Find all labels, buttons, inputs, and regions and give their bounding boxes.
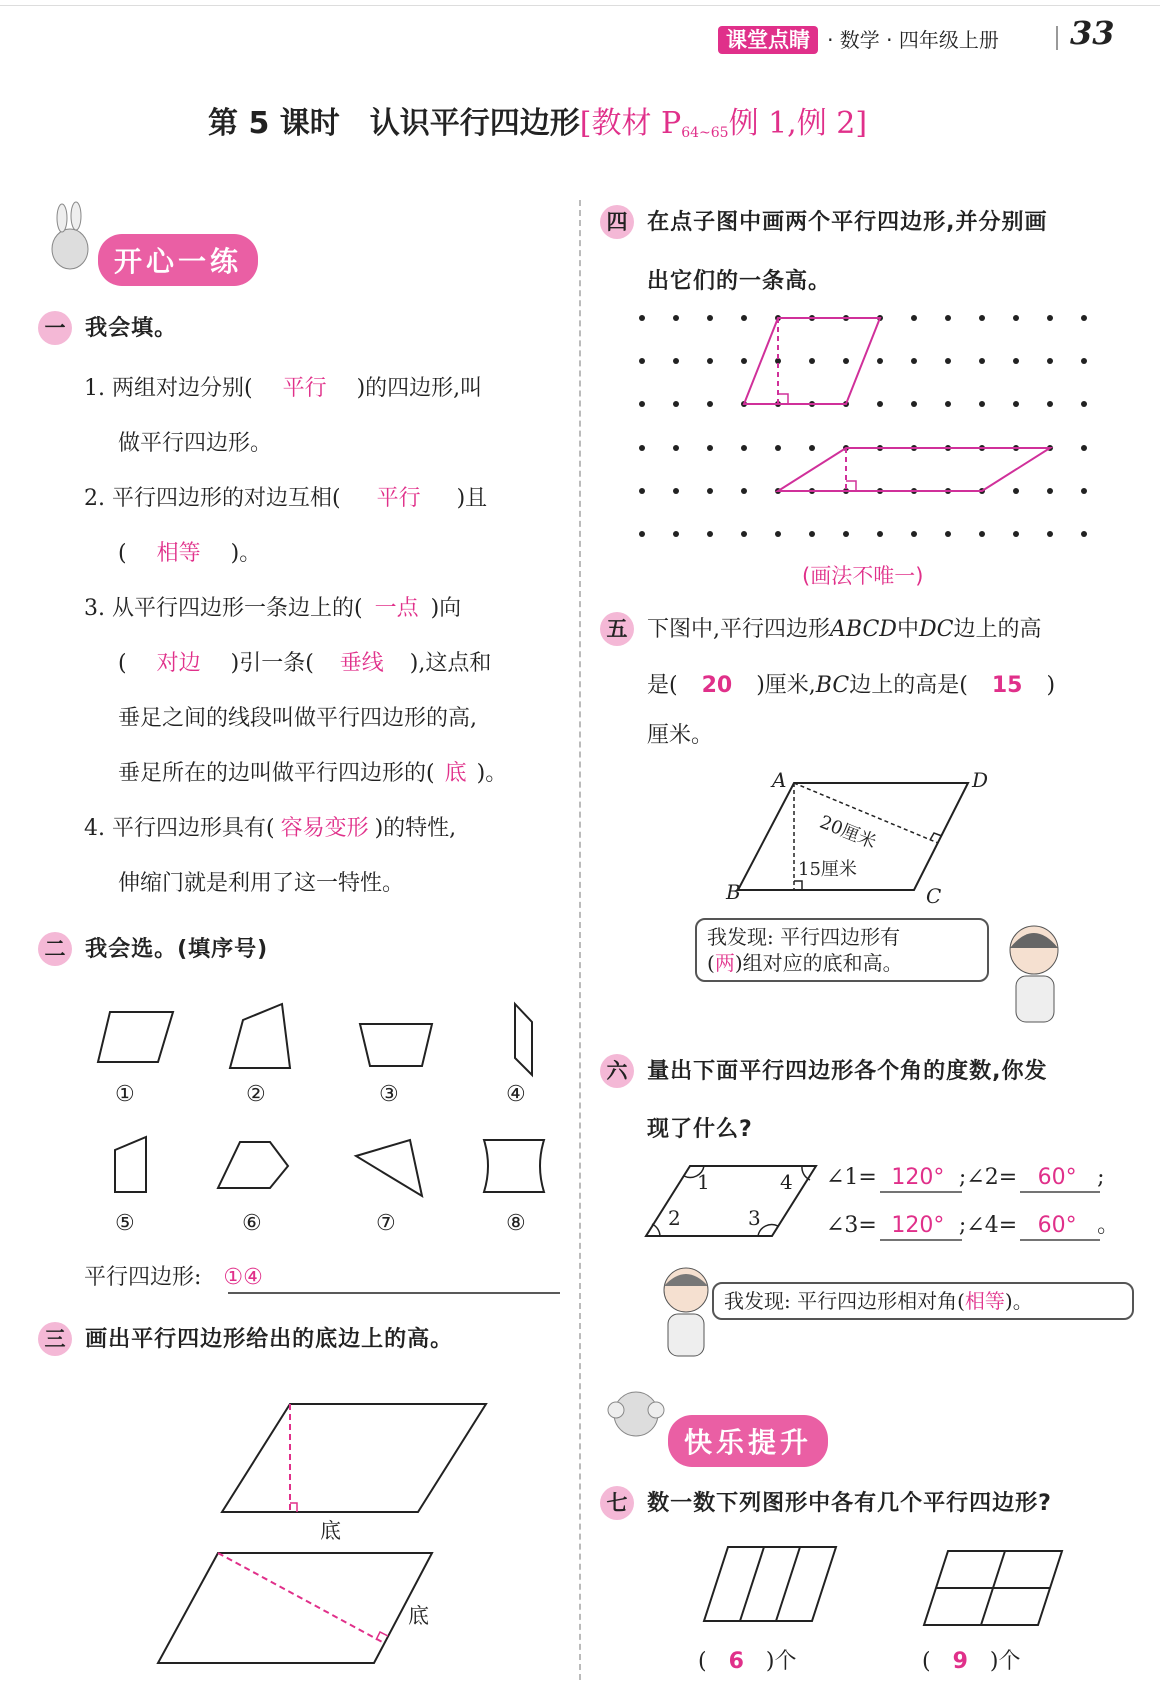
q6-value-3: 120° xyxy=(891,1213,945,1238)
q6-speech-bubble: 我发现: 平行四边形相对角(相等)。 xyxy=(712,1282,1134,1320)
q5-answer-1: 20 xyxy=(701,673,733,698)
q5-number: 五 xyxy=(600,612,634,646)
q3-title: 画出平行四边形给出的底边上的高。 xyxy=(85,1327,454,1352)
q1-line6: ( 对边 )引一条( 垂线 ),这点和 xyxy=(118,651,492,676)
q5-answer-2: 15 xyxy=(991,673,1023,698)
shape-label-1: ① xyxy=(115,1082,135,1107)
shape-label-7: ⑦ xyxy=(376,1211,396,1236)
q6-bubble-answer: 相等 xyxy=(964,1289,1005,1313)
shape-label-8: ⑧ xyxy=(506,1211,526,1236)
q1-line8: 垂足所在的边叫做平行四边形的( 底 )。 xyxy=(118,761,508,786)
q1-answer-8: 容易变形 xyxy=(280,816,369,841)
q5-line2: 是( 20 )厘米,BC边上的高是( 15 ) xyxy=(647,673,1056,698)
q5-height-label-2: 15厘米 xyxy=(798,859,857,880)
q5-point-a: A xyxy=(772,768,787,792)
q7-answer-2: 9 xyxy=(952,1649,968,1674)
q7-figure-1-line-1 xyxy=(740,1547,764,1621)
q6-title-1: 量出下面平行四边形各个角的度数,你发 xyxy=(647,1059,1048,1084)
q5-point-d: D xyxy=(972,768,989,792)
q6-value-2: 60° xyxy=(1037,1165,1077,1190)
shape-label-4: ④ xyxy=(506,1082,526,1107)
q1-number: 一 xyxy=(38,311,72,345)
page-number: 33 xyxy=(1070,14,1115,52)
q1-answer-3: 相等 xyxy=(156,541,201,566)
q1-line9: 4. 平行四边形具有( 容易变形 )的特性, xyxy=(84,816,457,841)
q1-answer-5: 对边 xyxy=(156,651,201,676)
q6-title-2: 现了什么? xyxy=(647,1117,753,1142)
lesson-title-main: 第 5 课时 认识平行四边形 xyxy=(208,106,580,141)
q4-title-2: 出它们的一条高。 xyxy=(647,269,832,294)
q1-line7: 垂足之间的线段叫做平行四边形的高, xyxy=(118,706,477,731)
q4-number: 四 xyxy=(600,205,634,239)
shape-label-6: ⑥ xyxy=(242,1211,262,1236)
lesson-ref: [教材 P xyxy=(579,106,682,141)
q1-title: 我会填。 xyxy=(85,316,178,341)
q3-base-label-1: 底 xyxy=(320,1519,341,1543)
q1-answer-4: 一点 xyxy=(374,596,419,621)
shape-label-3: ③ xyxy=(379,1082,399,1107)
q6-value-4: 60° xyxy=(1037,1213,1077,1238)
q6-angle-3: 3 xyxy=(748,1206,761,1230)
q1-line3: 2. 平行四边形的对边互相( 平行 )且 xyxy=(84,486,488,511)
q7-figure-1-line-2 xyxy=(776,1547,800,1621)
q7-number: 七 xyxy=(600,1486,634,1520)
q7-figure-1 xyxy=(704,1547,836,1621)
q6-value-1: 120° xyxy=(891,1165,945,1190)
banner-happy-practice: 开心一练 xyxy=(98,234,258,286)
q5-point-c: C xyxy=(926,884,942,908)
header-badge: 课堂点睛 xyxy=(718,26,818,54)
q1-answer-7: 底 xyxy=(444,761,467,786)
q6-row-1: ∠1= 120° ;∠2= 60° ; xyxy=(826,1162,1105,1194)
q1-answer-2: 平行 xyxy=(376,486,421,511)
q1-line1: 1. 两组对边分别( 平行 )的四边形,叫 xyxy=(84,376,483,401)
q2-number: 二 xyxy=(38,932,72,966)
q6-angle-2: 2 xyxy=(668,1206,681,1230)
q1-line4: ( 相等 )。 xyxy=(118,541,262,566)
q7-answer-2-row: ( 9 )个 xyxy=(922,1649,1021,1674)
header-subject: · 数学 · 四年级上册 xyxy=(827,28,999,52)
q7-answer-1: 6 xyxy=(728,1649,744,1674)
q6-row-2: ∠3= 120° ;∠4= 60° 。 xyxy=(826,1210,1119,1242)
q3-base-label-2: 底 xyxy=(408,1604,429,1628)
q6-angle-1: 1 xyxy=(697,1170,710,1194)
q5-line3: 厘米。 xyxy=(647,723,714,748)
banner-happy-improve: 快乐提升 xyxy=(668,1415,828,1467)
q5-point-b: B xyxy=(726,880,741,904)
q2-answer-row: 平行四边形: ①④ xyxy=(84,1265,263,1290)
q1-answer-6: 垂线 xyxy=(339,651,384,676)
shape-label-2: ② xyxy=(246,1082,266,1107)
q4-note: (画法不唯一) xyxy=(802,564,924,588)
q5-line1: 下图中,平行四边形ABCD中DC边上的高 xyxy=(647,617,1042,642)
q5-speech-bubble: 我发现: 平行四边形有 (两)组对应的底和高。 xyxy=(695,918,989,982)
q1-answer-1: 平行 xyxy=(282,376,327,401)
q1-line2: 做平行四边形。 xyxy=(118,431,273,456)
q5-bubble-answer: 两 xyxy=(714,951,735,975)
lesson-ref-sub: 64~65 xyxy=(681,125,729,142)
lesson-ref-end: 例 1,例 2] xyxy=(728,106,868,141)
q2-title: 我会选。(填序号) xyxy=(85,937,269,962)
q7-answer-1-row: ( 6 )个 xyxy=(698,1649,797,1674)
q2-answer: ①④ xyxy=(223,1265,263,1290)
q6-number: 六 xyxy=(600,1054,634,1088)
q7-title: 数一数下列图形中各有几个平行四边形? xyxy=(647,1491,1052,1516)
q6-angle-4: 4 xyxy=(780,1170,793,1194)
q4-title-1: 在点子图中画两个平行四边形,并分别画 xyxy=(647,210,1048,235)
q3-number: 三 xyxy=(38,1322,72,1356)
shape-label-5: ⑤ xyxy=(115,1211,135,1236)
q5-height-label-1: 20厘米 xyxy=(816,811,880,854)
q1-line10: 伸缩门就是利用了这一特性。 xyxy=(118,871,405,896)
q1-line5: 3. 从平行四边形一条边上的( 一点 )向 xyxy=(84,596,462,621)
